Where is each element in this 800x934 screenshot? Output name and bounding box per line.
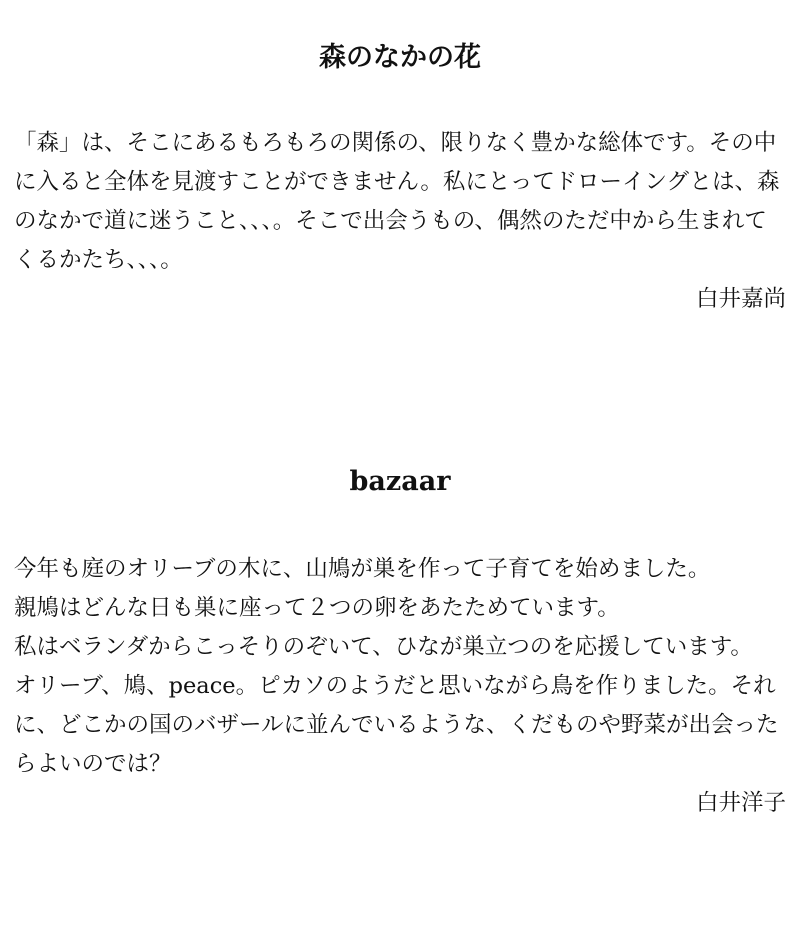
section-author: 白井嘉尚 [695,286,786,312]
essay-section-mori [14,38,786,319]
section-title: 森のなかの花 [319,42,481,73]
section-title: bazaar [349,466,451,497]
essay-section-bazaar [14,462,786,823]
section-body: 「森」は、そこにあるもろもろの関係の、限りなく豊かな総体です。その中に入ると全体を見渡すことができません。私にとってドローイングとは、森のなかで道に迷うこと、、、。そこで出会うもの、偶然のただ中から生まれてくるかたち、、、。 [14,130,780,273]
section-body: 今年も庭のオリーブの木に、山鳩が巣を作って子育てを始めました。 親鳩はどんな日も巣に座って２つの卵をあたためています。 私はベランダからこっそりのぞいて、ひなが巣立つのを応援しています。 オリーブ、鳩、peace。ピカソのようだと思いながら鳥を作りました。それに、どこかの国のバザールに並んでいるような、くだものや野菜が出会ったらよいのでは？ [14,556,779,777]
section-author: 白井洋子 [695,790,786,816]
